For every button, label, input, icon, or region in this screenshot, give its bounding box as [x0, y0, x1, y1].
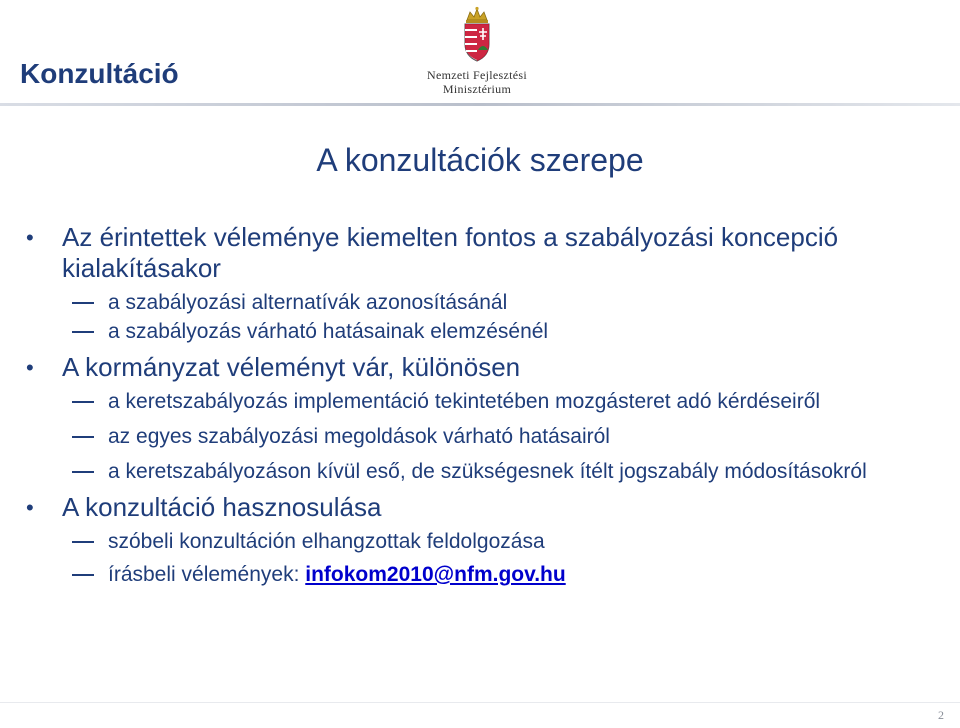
- dash-icon: [72, 471, 94, 473]
- email-link[interactable]: infokom2010@nfm.gov.hu: [305, 563, 566, 586]
- sub-bullet: [24, 422, 924, 451]
- bullet-point: [24, 352, 924, 383]
- dash-icon: [72, 331, 94, 333]
- ministry-logo: [418, 6, 536, 98]
- logo-ministry-line2: Minisztérium: [442, 82, 512, 96]
- bullet-text: A kormányzat véleményt vár, különösen: [62, 352, 521, 382]
- slide-content: [24, 222, 924, 589]
- section-label: Konzultáció: [20, 58, 179, 89]
- bullet-text: A konzultáció hasznosulása: [62, 492, 382, 522]
- sub-bullet-text: az egyes szabályozási megoldások várható hatásairól: [108, 425, 610, 448]
- sub-bullet: [24, 317, 924, 346]
- sub-bullet-text: szóbeli konzultáción elhangzottak feldolgozása: [108, 530, 545, 553]
- sub-bullet-text: a keretszabályozás implementáció tekintetében mozgásteret adó kérdéseiről: [108, 390, 821, 413]
- dash-icon: [72, 401, 94, 403]
- sub-bullet: [24, 457, 924, 486]
- bullet-text: Az érintettek véleménye kiemelten fontos a szabályozási koncepció kialakításakor: [62, 222, 839, 283]
- dash-icon: [72, 302, 94, 304]
- sub-bullet: [24, 527, 924, 556]
- dash-icon: [72, 436, 94, 438]
- bullet-point: [24, 222, 924, 284]
- slide-number: 2: [938, 708, 944, 722]
- sub-bullet: [24, 288, 924, 317]
- logo-ministry-line1: Nemzeti Fejlesztési: [426, 68, 527, 82]
- bullet-icon: •: [26, 225, 34, 250]
- hungarian-coat-of-arms-icon: [458, 6, 496, 64]
- dash-icon: [72, 574, 94, 576]
- bullet-icon: •: [26, 495, 34, 520]
- sub-bullet: [24, 560, 924, 589]
- slide-title: A konzultációk szerepe: [316, 142, 644, 178]
- dash-icon: [72, 541, 94, 543]
- sub-bullet-text: a szabályozási alternatívák azonosításánál: [108, 291, 508, 314]
- sub-bullet: [24, 387, 924, 416]
- sub-bullet-prefix: írásbeli vélemények:: [108, 563, 306, 586]
- sub-bullet-text: a keretszabályozáson kívül eső, de szükségesnek ítélt jogszabály módosításokról: [108, 460, 867, 483]
- header-divider: [0, 103, 960, 106]
- sub-bullet-text: a szabályozás várható hatásainak elemzésénél: [108, 320, 549, 343]
- footer-divider: [0, 702, 960, 703]
- bullet-icon: •: [26, 355, 34, 380]
- slide-header: [0, 0, 960, 108]
- bullet-point: [24, 492, 924, 523]
